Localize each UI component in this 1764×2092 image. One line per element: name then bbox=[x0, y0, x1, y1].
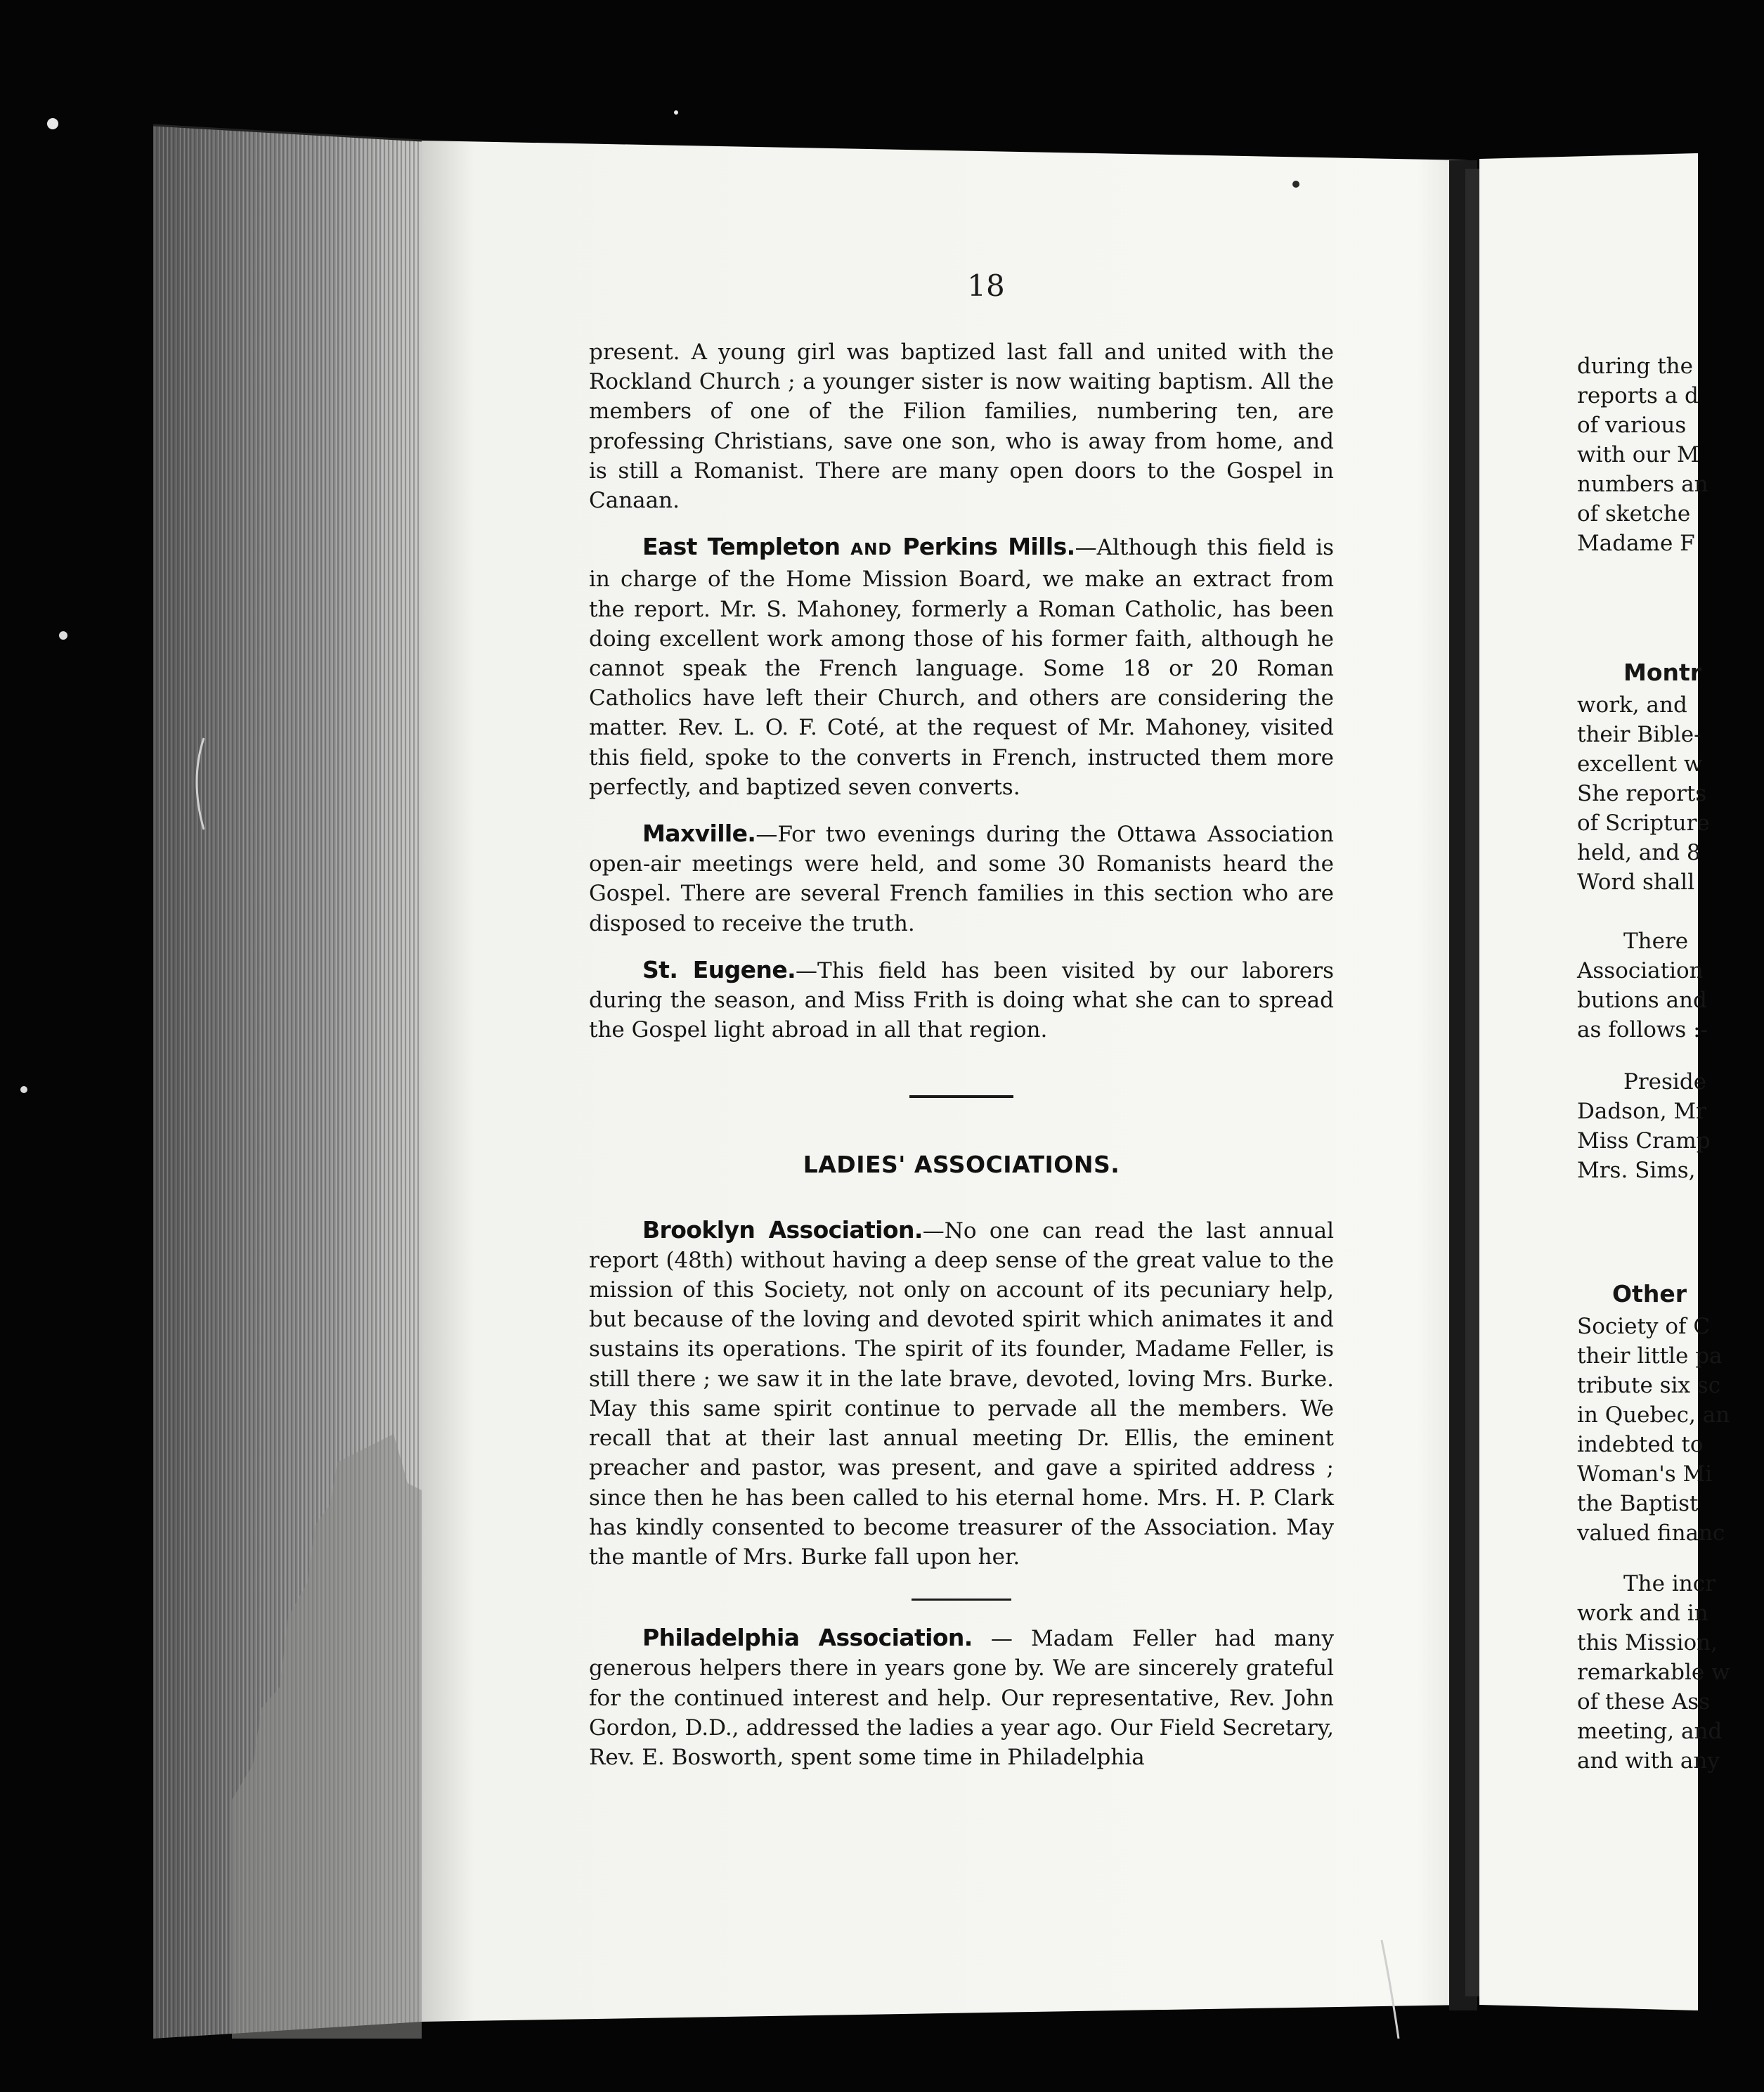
section-title-ladies-associations: LADIES' ASSOCIATIONS. bbox=[803, 1151, 1120, 1179]
paragraph-east-templeton: East Templeton AND Perkins Mills.—Although this field is in charge of the Home Mission Board, we make an extract from the report. Mr. S. Mahoney, formerly a Roman Catholic, has been doing excellent work among those of his former faith, although he cannot speak the French language. Some 18 or 20 Roman Catholics have left their Church, and others are considering the matter. Rev. L. O. F. Coté, at the request of Mr. Mahoney, visited this field, spoke to the converts in French, instructed them more perfectly, and baptized seven converts. bbox=[589, 533, 1335, 800]
right-heading-other: Other bbox=[1612, 1280, 1687, 1308]
section-divider bbox=[909, 1095, 1013, 1098]
heading-philadelphia-association: Philadelphia Association. bbox=[642, 1624, 973, 1652]
right-block-3: There Association butions and as follows :- bbox=[1577, 929, 1708, 1042]
heading-maxville: Maxville. bbox=[642, 820, 756, 848]
right-block-2: work, and their Bible- excellent w She reports of Scripture held, and 8 Word shall bbox=[1577, 692, 1710, 895]
right-page-text bbox=[1569, 0, 1730, 2092]
paragraph-st-eugene: St. Eugene.—This field has been visited by our laborers during the season, and Miss Frith is doing what she can to spread the Gospel light abroad in all that region. bbox=[589, 955, 1334, 1043]
paragraph-divider bbox=[912, 1599, 1011, 1601]
heading-brooklyn-association: Brooklyn Association. bbox=[642, 1215, 923, 1244]
right-block-1: during the reports a d of various with our M numbers an of sketche Madame F bbox=[1577, 354, 1708, 556]
paragraph-philadelphia: Philadelphia Association. — Madam Feller had many generous helpers there in years gone by. We are sincerely grateful for the continued interest and help. Our representative, Rev. John Gordon, D.D., addressed the ladies a year ago. Our Field Secretary, Rev. E. Bosworth, spent some time in Philadelphia bbox=[589, 1624, 1334, 1770]
page-number: 18 bbox=[967, 269, 1005, 303]
heading-st-eugene: St. Eugene. bbox=[642, 955, 796, 983]
heading-east-templeton: East Templeton AND Perkins Mills. bbox=[642, 533, 1075, 561]
right-block-5: Society of C their little pa tribute six sc in Quebec, an indebted to Woman's Mi the Baptist valued financ bbox=[1577, 1314, 1730, 1546]
left-page-text bbox=[589, 337, 1334, 1772]
right-block-6: The incr work and in this Mission, remarkable w of these Ass meeting, and and with any bbox=[1577, 1571, 1730, 1774]
paragraph-brooklyn: Brooklyn Association.—No one can read the last annual report (48th) without having a deep sense of the great value to the mission of this Society, not only on account of its pecuniary help, but because of the loving and devoted spirit which animates it and sustains its operations. The spirit of its founder, Madame Feller, is still there ; we saw it in the late brave, devoted, loving Mrs. Burke. May this same spirit continue to pervade all the members. We recall that at their last annual meeting Dr. Ellis, the eminent preacher and pastor, was present, and gave a spirited address ; since then he has been called to his eternal home. Mrs. H. P. Clark has kindly consented to become treasurer of the Association. May the mantle of Mrs. Burke fall upon her. bbox=[589, 1215, 1334, 1570]
paragraph-canaan: present. A young girl was baptized last fall and united with the Rockland Church ; a younger sister is now waiting baptism. All the members of one of the Filion families, numbering ten, are professing Christians, save one son, who is away from home, and is still a Romanist. There are many open doors to the Gospel in Canaan. bbox=[589, 340, 1334, 514]
right-heading-montreal: Montr bbox=[1623, 659, 1702, 686]
right-block-4: Preside Dadson, Mr Miss Cramp Mrs. Sims, bbox=[1577, 1069, 1711, 1183]
paragraph-maxville: Maxville.—For two evenings during the Ottawa Association open-air meetings were held, and some 30 Romanists heard the Gospel. There are several French families in this section who are disposed to receive the truth. bbox=[589, 820, 1334, 936]
